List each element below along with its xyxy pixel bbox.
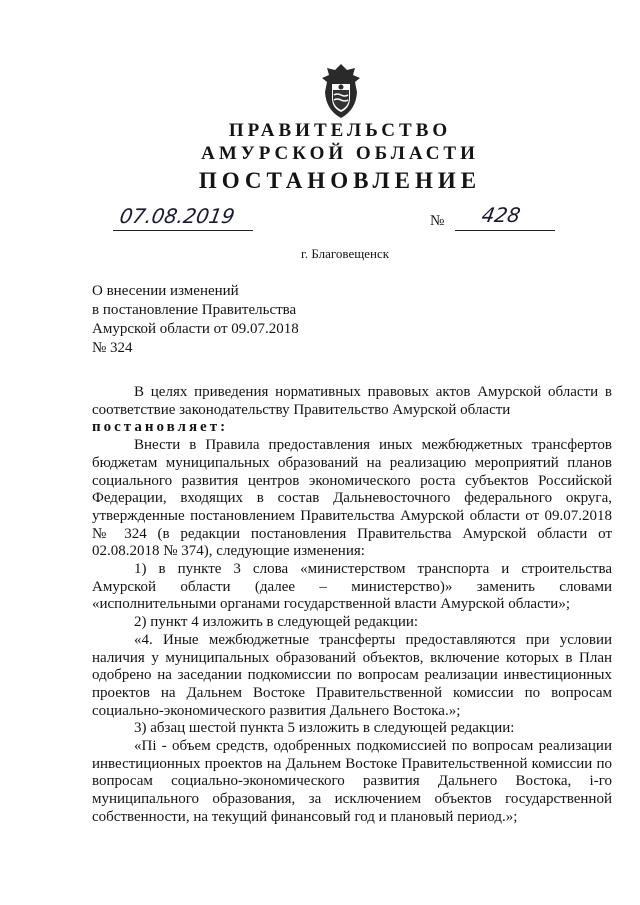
organization-name: ПРАВИТЕЛЬСТВО bbox=[228, 120, 452, 141]
date-underline bbox=[113, 230, 253, 231]
document-date: 07.08.2019 bbox=[117, 204, 237, 228]
paragraph-6: «Пi - объем средств, одобренных подкомиссией по вопросам реализации инвестиционных проектов на Дальнем Востоке Правительственной комиссии по вопросам социально-экономического развития Дальнего Востока, i-го муниципального образования, за исключением объектов государственной собственности, на текущий финансовый год и плановый период.»; bbox=[92, 738, 612, 825]
intro-paragraph: В целях приведения нормативных правовых актов Амурской области в соответствие законодательству Правительство Амурской области bbox=[92, 384, 612, 418]
subject-line: Амурской области от 09.07.2018 bbox=[92, 321, 299, 337]
number-label: № bbox=[430, 213, 445, 229]
document-body bbox=[92, 384, 612, 827]
subject-line: № 324 bbox=[92, 340, 133, 356]
city-name: г. Благовещенск bbox=[300, 246, 390, 261]
resolution-word bbox=[92, 419, 612, 437]
resolve-text: постановляет: bbox=[92, 419, 229, 436]
paragraph-3: 2) пункт 4 изложить в следующей редакции: bbox=[134, 614, 419, 631]
paragraph-4: «4. Иные межбюджетные трансферты предоставляются при условии наличия у муниципальных образований объектов, включение которых в План одобрено на заседании подкомиссии по вопросам реализации инвестиционных проектов на Дальнем Востоке Правительственной комиссии по вопросам социально-экономического развития Дальнего Востока.»; bbox=[92, 631, 612, 719]
document-subject bbox=[92, 282, 299, 358]
organization-region: АМУРСКОЙ ОБЛАСТИ bbox=[201, 143, 479, 164]
coat-of-arms-icon bbox=[316, 62, 366, 120]
subject-line: О внесении изменений bbox=[92, 283, 239, 299]
paragraph-5: 3) абзац шестой пункта 5 изложить в следующей редакции: bbox=[134, 720, 515, 737]
subject-line: в постановление Правительства bbox=[92, 302, 297, 318]
paragraph-1: Внести в Правила предоставления иных межбюджетных трансфертов бюджетам муниципальных образований на реализацию мероприятий планов социального развития центров экономического роста субъектов Российской Федерации, входящих в состав Дальневосточного федерального округа, утвержденные постановлением Правительства Амурской области от 09.07.2018 № 324 (в редакции постановления Правительства Амурской области от 02.08.2018 № 374), следующие изменения: bbox=[92, 437, 612, 560]
document-type-title: ПОСТАНОВЛЕНИЕ bbox=[198, 168, 482, 193]
document-number: 428 bbox=[479, 203, 523, 227]
paragraph-2: 1) в пункте 3 слова «министерством транспорта и строительства Амурской области (далее – министерство)» заменить словами «исполнительными органами государственной власти Амурской области»; bbox=[92, 561, 612, 613]
number-underline bbox=[455, 230, 555, 231]
